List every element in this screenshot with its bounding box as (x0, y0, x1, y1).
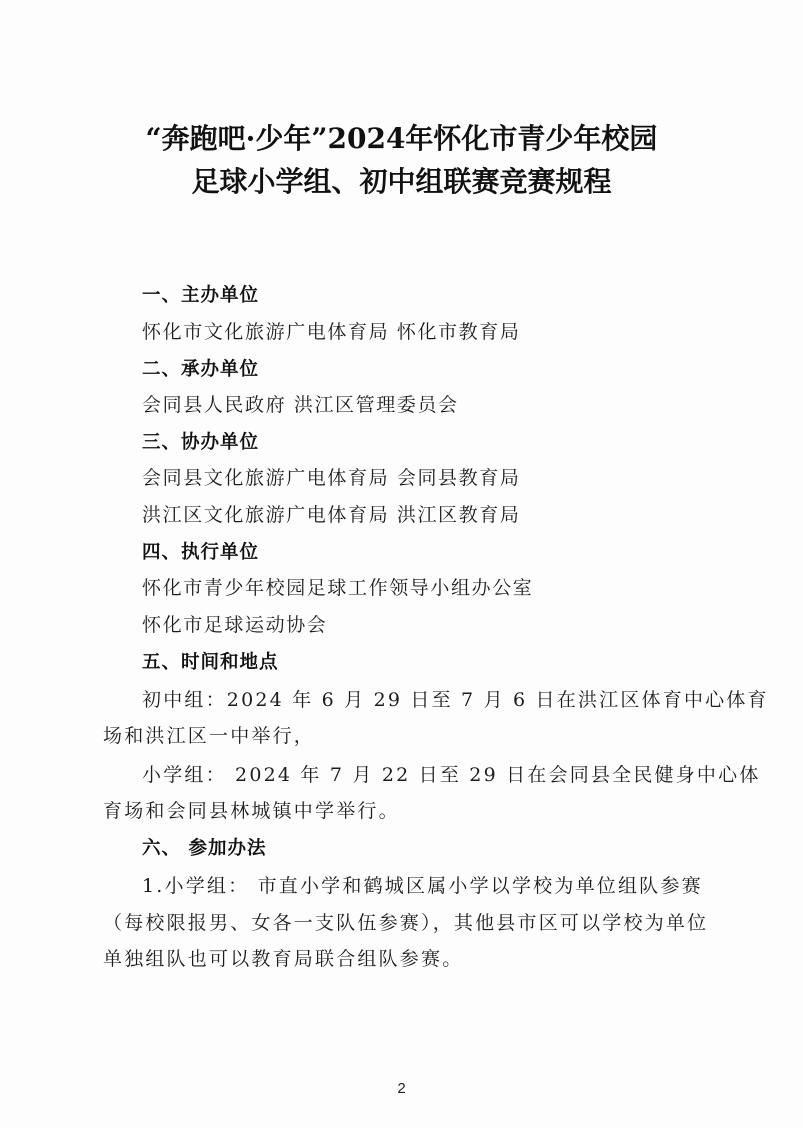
section-heading-host: 二、承办单位 (142, 359, 260, 380)
section-text-primary-schedule: 小学组： 2024 年 7 月 22 日至 29 日在会同县全民健身中心体 (142, 764, 761, 786)
section-text-executor-1: 怀化市青少年校园足球工作领导小组办公室 (142, 577, 534, 599)
section-heading-time-place: 五、时间和地点 (142, 652, 279, 673)
section-text-primary-venue: 育场和会同县林城镇中学举行。 (103, 800, 400, 822)
section-text-participation-1: 1.小学组： 市直小学和鹤城区属小学以学校为单位组队参赛 (142, 875, 703, 897)
section-text-co-organizer-2: 洪江区文化旅游广电体育局 洪江区教育局 (142, 504, 521, 526)
section-text-junior-schedule: 初中组：2024 年 6 月 29 日至 7 月 6 日在洪江区体育中心体育 (142, 689, 769, 711)
section-text-executor-2: 怀化市足球运动协会 (142, 614, 328, 636)
section-heading-organizer: 一、主办单位 (142, 285, 260, 306)
section-text-organizer: 怀化市文化旅游广电体育局 怀化市教育局 (142, 321, 521, 343)
section-text-participation-3: 单独组队也可以教育局联合组队参赛。 (103, 948, 464, 970)
section-text-co-organizer-1: 会同县文化旅游广电体育局 会同县教育局 (142, 467, 521, 489)
page-number: 2 (397, 1080, 406, 1097)
document-title-line-1: “奔跑吧·少年”2024年怀化市青少年校园 (145, 122, 658, 155)
document-title-line-2: 足球小学组、初中组联赛竞赛规程 (191, 165, 612, 198)
section-heading-executor: 四、执行单位 (142, 542, 260, 563)
section-text-participation-2: （每校限报男、女各一支队伍参赛），其他县市区可以学校为单位 (103, 912, 709, 934)
section-text-host: 会同县人民政府 洪江区管理委员会 (142, 394, 459, 416)
section-heading-participation: 六、 参加办法 (142, 838, 267, 859)
section-heading-co-organizer: 三、协办单位 (142, 432, 260, 453)
section-text-junior-venue: 场和洪江区一中举行， (103, 725, 316, 747)
